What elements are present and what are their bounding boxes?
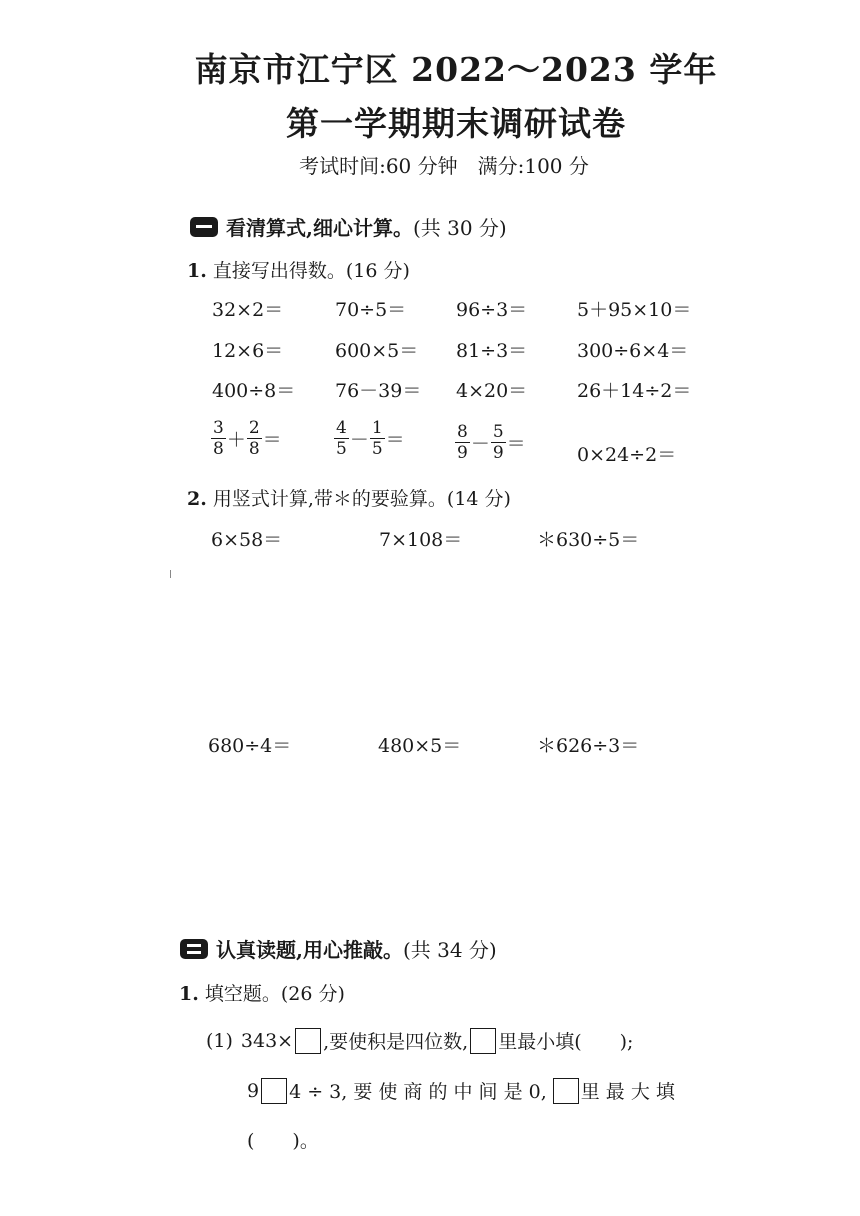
denominator: 9 xyxy=(457,443,468,463)
vertical-calc-6: ＊626÷3＝ xyxy=(537,735,640,757)
denominator: 8 xyxy=(248,439,260,459)
section2-points: (共 34 分) xyxy=(402,938,497,962)
fraction xyxy=(455,422,470,463)
section2-heading xyxy=(180,934,497,963)
expr-343: 343× xyxy=(240,1029,294,1052)
max-fill-text: 里 最 大 填 xyxy=(580,1081,675,1103)
s2-q1-number: 1. xyxy=(179,983,199,1005)
vertical-calc-1: 6×58＝ xyxy=(211,529,283,551)
section1-heading xyxy=(190,212,507,241)
fraction xyxy=(211,418,226,459)
vertical-calc-2: 7×108＝ xyxy=(379,529,463,551)
exam-info: 考试时间:60 分钟 满分:100 分 xyxy=(299,154,589,178)
operator: － xyxy=(349,429,369,451)
fill-item-1-line3: ( )。 xyxy=(247,1130,319,1152)
fraction xyxy=(247,418,262,459)
calc-r3c1: 400÷8＝ xyxy=(212,380,296,402)
digit-9: 9 xyxy=(247,1079,260,1102)
s1-q2-text: 用竖式计算,带＊的要验算。(14 分) xyxy=(212,488,511,510)
calc-r2c3: 81÷3＝ xyxy=(456,340,528,362)
numerator: 2 xyxy=(248,418,260,438)
fraction-expr-c xyxy=(454,422,526,463)
fraction xyxy=(370,418,385,459)
calc-r3c4: 26＋14÷2＝ xyxy=(577,380,692,402)
vertical-calc-5: 480×5＝ xyxy=(378,735,462,757)
s1-q1-text: 直接写出得数。(16 分) xyxy=(212,260,410,282)
s1-q1-number: 1. xyxy=(187,260,207,282)
equals-sign: ＝ xyxy=(506,433,526,455)
denominator: 5 xyxy=(336,439,347,459)
fraction xyxy=(491,422,506,463)
section2-number-icon xyxy=(180,939,208,959)
calc-r2c4: 300÷6×4＝ xyxy=(577,340,689,362)
s1-q1-prompt xyxy=(187,256,410,283)
numerator: 1 xyxy=(371,418,383,438)
fraction-expr-a xyxy=(210,418,282,459)
equals-sign: ＝ xyxy=(385,429,405,451)
fraction xyxy=(334,418,349,459)
numerator: 8 xyxy=(457,422,468,442)
section2-title: 认真读题,用心推敲。 xyxy=(216,938,403,962)
title-line2: 第一学期期末调研试卷 xyxy=(286,104,626,143)
s2-q1-text: 填空题。(26 分) xyxy=(204,983,345,1005)
division-text: 4 ÷ 3, 要 使 商 的 中 间 是 0, xyxy=(289,1081,547,1103)
denominator: 9 xyxy=(492,443,504,463)
calc-r3c3: 4×20＝ xyxy=(456,380,528,402)
denominator: 5 xyxy=(371,439,383,459)
calc-r3c2: 76－39＝ xyxy=(335,380,422,402)
numerator: 4 xyxy=(336,418,347,438)
equals-sign: ＝ xyxy=(262,429,282,451)
fill-item-1-line2 xyxy=(247,1077,675,1104)
section1-points: (共 30 分) xyxy=(412,216,507,240)
blank-box[interactable] xyxy=(295,1028,321,1054)
blank-box[interactable] xyxy=(261,1078,287,1104)
scan-mark xyxy=(170,570,171,578)
calc-r1c1: 32×2＝ xyxy=(212,299,284,321)
item-label: (1) xyxy=(206,1029,233,1052)
condition-text: ,要使积是四位数, xyxy=(323,1031,469,1053)
operator: ＋ xyxy=(226,429,246,451)
vertical-calc-3: ＊630÷5＝ xyxy=(537,529,640,551)
numerator: 3 xyxy=(213,418,224,438)
vertical-calc-4: 680÷4＝ xyxy=(208,735,292,757)
s2-q1-prompt xyxy=(179,979,345,1006)
min-fill-text: 里最小填( ); xyxy=(498,1031,634,1053)
calc-r4c4: 0×24÷2＝ xyxy=(577,444,677,466)
operator: － xyxy=(470,433,490,455)
blank-box[interactable] xyxy=(470,1028,496,1054)
fill-item-1-line1 xyxy=(206,1027,633,1054)
calc-r1c3: 96÷3＝ xyxy=(456,299,528,321)
s1-q2-prompt xyxy=(187,484,511,511)
title-line1: 南京市江宁区 2022～2023 学年 xyxy=(194,50,718,89)
calc-r2c2: 600×5＝ xyxy=(335,340,419,362)
calc-r1c2: 70÷5＝ xyxy=(335,299,407,321)
denominator: 8 xyxy=(213,439,224,459)
blank-box[interactable] xyxy=(553,1078,579,1104)
calc-r1c4: 5＋95×10＝ xyxy=(577,299,692,321)
calc-r2c1: 12×6＝ xyxy=(212,340,284,362)
s1-q2-number: 2. xyxy=(187,488,207,510)
numerator: 5 xyxy=(492,422,504,442)
fraction-expr-b xyxy=(333,418,405,459)
section1-number-icon xyxy=(190,217,218,237)
section1-title: 看清算式,细心计算。 xyxy=(226,216,413,240)
